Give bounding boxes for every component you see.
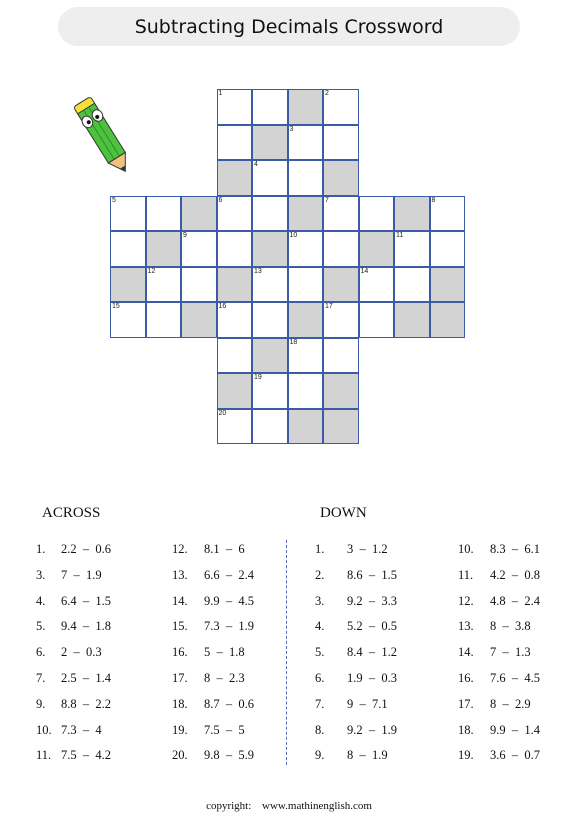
- clue-expression: 5 – 1.8: [204, 645, 245, 660]
- grid-cell[interactable]: [252, 267, 288, 303]
- grid-cell-shaded: [217, 160, 253, 196]
- grid-cell-shaded: [181, 302, 217, 338]
- clue-number: 5: [112, 196, 116, 204]
- grid-cell-shaded: [430, 302, 466, 338]
- grid-cell[interactable]: [146, 267, 182, 303]
- grid-cell[interactable]: [252, 196, 288, 232]
- grid-cell[interactable]: [359, 196, 395, 232]
- grid-cell[interactable]: [323, 89, 359, 125]
- grid-cell[interactable]: [430, 231, 466, 267]
- grid-cell-shaded: [146, 231, 182, 267]
- grid-cell-shaded: [323, 373, 359, 409]
- clue-expression: 8.6 – 1.5: [347, 567, 397, 582]
- grid-cell[interactable]: [288, 373, 324, 409]
- grid-cell[interactable]: [146, 302, 182, 338]
- clue-expression: 7 – 1.3: [490, 645, 531, 660]
- grid-cell[interactable]: [252, 89, 288, 125]
- clue-number: 7: [325, 196, 329, 204]
- clue-number-label: 2.: [315, 567, 325, 582]
- grid-cell[interactable]: [252, 373, 288, 409]
- grid-cell[interactable]: [217, 125, 253, 161]
- grid-cell-shaded: [359, 231, 395, 267]
- grid-cell[interactable]: [146, 196, 182, 232]
- site-link[interactable]: www.mathinenglish.com: [262, 800, 372, 812]
- clue-number-label: 4.: [315, 619, 325, 634]
- clue-expression: 3 – 1.2: [347, 542, 388, 556]
- grid-cell[interactable]: [359, 302, 395, 338]
- clue-number-label: 19.: [172, 722, 188, 737]
- clue-number-label: 15.: [172, 619, 188, 634]
- grid-cell-shaded: [252, 338, 288, 374]
- grid-cell[interactable]: [288, 267, 324, 303]
- clue-number-label: 14.: [458, 645, 474, 660]
- clue-number-label: 19.: [458, 748, 474, 763]
- clue-number-label: 4.: [36, 593, 46, 608]
- clue-expression: 8.8 – 2.2: [61, 696, 111, 711]
- grid-cell[interactable]: [217, 409, 253, 445]
- clue-number: 12: [147, 267, 156, 275]
- clue-number: 10: [289, 232, 298, 239]
- clue-expression: 1.9 – 0.3: [347, 671, 397, 685]
- clue-expression: 6.6 – 2.4: [204, 567, 254, 582]
- clue-number-label: 13.: [458, 619, 474, 634]
- clue-expression: 9.8 – 5.9: [204, 748, 254, 763]
- clue-expression: 2.2 – 0.6: [61, 542, 111, 556]
- clue-expression: 9.2 – 1.9: [347, 722, 397, 737]
- grid-cell[interactable]: [217, 302, 253, 338]
- clue-number-label: 11.: [458, 567, 474, 582]
- grid-cell-shaded: [394, 302, 430, 338]
- clue-expression: 7 – 1.9: [61, 567, 102, 582]
- grid-cell-shaded: [217, 267, 253, 303]
- grid-cell[interactable]: [252, 302, 288, 338]
- clue-number: 17: [325, 303, 333, 310]
- grid-cell[interactable]: [323, 302, 359, 338]
- clue-number-label: 6.: [315, 671, 325, 685]
- across-heading: ACROSS: [42, 505, 101, 521]
- grid-cell-shaded: [288, 196, 324, 232]
- grid-cell-shaded: [288, 409, 324, 445]
- clue-number-label: 10.: [458, 542, 474, 556]
- clue-number: 6: [218, 196, 223, 204]
- clue-number-label: 8.: [315, 722, 325, 737]
- grid-cell-shaded: [252, 125, 288, 161]
- clue-number-label: 17.: [458, 696, 474, 711]
- grid-cell[interactable]: [288, 231, 324, 267]
- clue-number: 14: [360, 267, 369, 275]
- clue-expression: 8.1 – 6: [204, 542, 245, 556]
- clue-expression: 2.5 – 1.4: [61, 671, 111, 685]
- clue-number: 4: [254, 161, 258, 168]
- clue-number: 11: [396, 232, 404, 239]
- grid-cell[interactable]: [323, 196, 359, 232]
- grid-cell[interactable]: [288, 338, 324, 374]
- clue-number-label: 6.: [36, 645, 46, 660]
- clue-expression: 8.4 – 1.2: [347, 645, 397, 660]
- clue-expression: 4.2 – 0.8: [490, 567, 540, 582]
- clue-expression: 4.8 – 2.4: [490, 593, 540, 608]
- clue-number-label: 7.: [315, 696, 325, 711]
- clue-number-label: 3.: [36, 567, 46, 582]
- grid-cell[interactable]: [217, 89, 253, 125]
- clue-expression: 8 – 2.3: [204, 671, 245, 685]
- clue-number: 1: [218, 90, 223, 97]
- clue-number-label: 20.: [172, 748, 188, 763]
- grid-cell[interactable]: [217, 231, 253, 267]
- grid-cell-shaded: [288, 89, 324, 125]
- grid-cell-shaded: [323, 267, 359, 303]
- clue-number: 13: [254, 267, 262, 275]
- clue-number-label: 5.: [315, 645, 325, 660]
- clue-number-label: 9.: [36, 696, 46, 711]
- clue-number-label: 5.: [36, 619, 46, 634]
- grid-cell[interactable]: [181, 267, 217, 303]
- clue-number: 20: [218, 409, 227, 417]
- clue-expression: 9.4 – 1.8: [61, 619, 111, 634]
- grid-cell-shaded: [323, 409, 359, 445]
- clue-number: 8: [431, 196, 436, 204]
- grid-cell-shaded: [252, 231, 288, 267]
- clue-expression: 7.5 – 4.2: [61, 748, 111, 763]
- grid-cell[interactable]: [110, 231, 146, 267]
- grid-cell[interactable]: [323, 338, 359, 374]
- clue-number-label: 18.: [172, 696, 188, 711]
- clue-number-label: 1.: [315, 542, 325, 556]
- grid-cell[interactable]: [323, 231, 359, 267]
- clue-number: 3: [289, 125, 294, 133]
- grid-cell[interactable]: [288, 125, 324, 161]
- clue-expression: 9 – 7.1: [347, 696, 388, 711]
- grid-cell[interactable]: [181, 231, 217, 267]
- grid-cell[interactable]: [359, 267, 395, 303]
- clue-number-label: 18.: [458, 722, 474, 737]
- clue-number-label: 7.: [36, 671, 46, 685]
- grid-cell[interactable]: [323, 125, 359, 161]
- clue-number-label: 1.: [36, 542, 46, 556]
- clue-expression: 8 – 2.9: [490, 696, 531, 711]
- page-title: Subtracting Decimals Crossword: [134, 15, 444, 38]
- clue-expression: 7.5 – 5: [204, 722, 245, 737]
- footer: [0, 800, 578, 812]
- clue-number-label: 16.: [172, 645, 188, 660]
- grid-cell[interactable]: [217, 338, 253, 374]
- grid-cell[interactable]: [110, 196, 146, 232]
- grid-cell-shaded: [110, 267, 146, 303]
- clue-number-label: 11.: [36, 748, 52, 763]
- clue-expression: 7.3 – 1.9: [204, 619, 254, 634]
- clue-expression: 2 – 0.3: [61, 645, 102, 660]
- clue-number: 19: [254, 374, 262, 381]
- down-heading: DOWN: [320, 505, 367, 521]
- grid-cell-shaded: [181, 196, 217, 232]
- grid-cell-shaded: [288, 302, 324, 338]
- clue-number: 9: [183, 232, 187, 239]
- clue-number: 16: [218, 303, 227, 310]
- clue-number-label: 10.: [36, 722, 52, 737]
- clue-number-label: 14.: [172, 593, 188, 608]
- grid-cell-shaded: [430, 267, 466, 303]
- clue-number-label: 17.: [172, 671, 188, 685]
- clue-number: 18: [289, 338, 298, 346]
- clue-expression: 6.4 – 1.5: [61, 593, 111, 608]
- clue-number-label: 16.: [458, 671, 474, 685]
- grid-cell[interactable]: [288, 160, 324, 196]
- grid-cell[interactable]: [394, 231, 430, 267]
- clue-expression: 8 – 3.8: [490, 619, 531, 634]
- clue-expression: 8.3 – 6.1: [490, 542, 540, 556]
- clue-expression: 8 – 1.9: [347, 748, 388, 763]
- clue-number-label: 3.: [315, 593, 325, 608]
- clue-expression: 7.6 – 4.5: [490, 671, 540, 685]
- clue-number-label: 12.: [172, 542, 188, 556]
- clue-number-label: 13.: [172, 567, 188, 582]
- grid-cell[interactable]: [252, 160, 288, 196]
- clue-number: 2: [325, 90, 329, 97]
- clue-number-label: 12.: [458, 593, 474, 608]
- clue-number-label: 9.: [315, 748, 325, 763]
- clue-expression: 8.7 – 0.6: [204, 696, 254, 711]
- clue-expression: 3.6 – 0.7: [490, 748, 540, 763]
- grid-cell[interactable]: [430, 196, 466, 232]
- grid-cell-shaded: [394, 196, 430, 232]
- grid-cell-shaded: [217, 373, 253, 409]
- clue-divider: [286, 540, 287, 765]
- copyright-label: copyright:: [206, 800, 252, 812]
- grid-cell[interactable]: [110, 302, 146, 338]
- clue-number: 15: [112, 303, 120, 310]
- clue-expression: 9.9 – 1.4: [490, 722, 540, 737]
- grid-cell[interactable]: [217, 196, 253, 232]
- grid-cell[interactable]: [394, 267, 430, 303]
- clue-expression: 9.9 – 4.5: [204, 593, 254, 608]
- clue-expression: 9.2 – 3.3: [347, 593, 397, 608]
- grid-cell-shaded: [323, 160, 359, 196]
- clue-expression: 7.3 – 4: [61, 722, 102, 737]
- clue-expression: 5.2 – 0.5: [347, 619, 397, 634]
- grid-cell[interactable]: [252, 409, 288, 445]
